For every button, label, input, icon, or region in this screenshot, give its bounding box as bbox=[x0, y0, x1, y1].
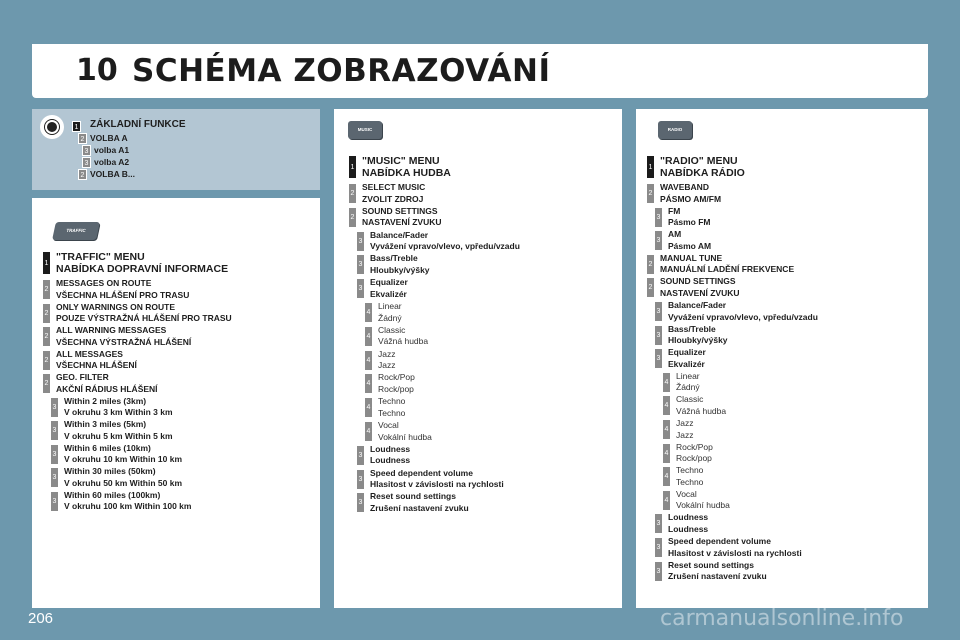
label-line: Within 2 miles (3km) bbox=[64, 395, 147, 406]
level-number: 4 bbox=[366, 380, 371, 388]
label-line: Speed dependent volume bbox=[668, 536, 771, 546]
label-line: SOUND SETTINGS bbox=[362, 205, 438, 216]
level-badge bbox=[662, 395, 671, 416]
label-line: V okruhu 5 km Within 5 km bbox=[64, 430, 173, 441]
level-number: 3 bbox=[358, 237, 363, 245]
tree-label bbox=[676, 489, 730, 512]
label-line: Vyvážení vpravo/vlevo, vpředu/vzadu bbox=[668, 311, 818, 322]
label-line: AKČNÍ RÁDIUS HLÁŠENÍ bbox=[56, 383, 158, 394]
tree-label: VOLBA B... bbox=[90, 169, 136, 179]
level-badge bbox=[356, 254, 365, 275]
tree-label bbox=[668, 536, 802, 559]
label-line: Equalizer bbox=[370, 277, 408, 288]
tree-label bbox=[378, 301, 402, 324]
label-line: ONLY WARNINGS ON ROUTE bbox=[56, 301, 176, 312]
level-badge bbox=[42, 303, 51, 324]
level-badge bbox=[654, 561, 663, 582]
panel-traffic-menu bbox=[32, 198, 320, 608]
label-line: FM bbox=[668, 205, 681, 216]
tree-label bbox=[668, 206, 711, 229]
level-number: 3 bbox=[656, 213, 661, 221]
level-number: 4 bbox=[664, 449, 669, 457]
level-number: 3 bbox=[358, 451, 363, 459]
label-line: VŠECHNA VÝSTRAŽNÁ HLÁŠENÍ bbox=[56, 336, 192, 347]
label-line: Rock/pop bbox=[676, 453, 712, 464]
label-line: Pásmo AM bbox=[668, 240, 712, 251]
level-number: 3 bbox=[358, 499, 363, 507]
tree-label bbox=[676, 418, 693, 441]
level-number: 4 bbox=[664, 473, 669, 481]
label-line: ZVOLIT ZDROJ bbox=[362, 193, 424, 204]
label-line: Rock/Pop bbox=[676, 441, 713, 452]
label-line: Balance/Fader bbox=[370, 229, 429, 240]
label-line: V okruhu 100 km Within 100 km bbox=[64, 501, 192, 511]
level-badge bbox=[348, 207, 357, 228]
label-line: GEO. FILTER bbox=[56, 372, 109, 382]
page-number: 206 bbox=[28, 610, 54, 627]
level-number: 3 bbox=[52, 474, 57, 481]
level-badge bbox=[662, 419, 671, 440]
level-badge bbox=[646, 277, 655, 298]
tree-label bbox=[64, 396, 173, 419]
label-line: Within 6 miles (10km) bbox=[64, 442, 151, 453]
level-number: 2 bbox=[648, 260, 653, 268]
level-badge bbox=[356, 492, 365, 513]
level-number: 1 bbox=[350, 164, 355, 171]
level-badge bbox=[662, 372, 671, 393]
radio-button-icon: RADIO bbox=[658, 121, 692, 139]
level-number: 3 bbox=[358, 285, 363, 293]
level-badge bbox=[662, 490, 671, 511]
label-line: Equalizer bbox=[668, 347, 706, 358]
panel-radio-menu bbox=[636, 109, 928, 608]
tree-label bbox=[378, 396, 405, 419]
label-line: Hlasitost v závislosti na rychlosti bbox=[370, 479, 504, 490]
label-line: Rock/pop bbox=[378, 383, 414, 394]
tree-label bbox=[370, 468, 504, 491]
label-line: Hlasitost v závislosti na rychlosti bbox=[668, 547, 802, 558]
label-line: Linear bbox=[378, 301, 402, 311]
label-line: Žádný bbox=[676, 382, 700, 393]
label-line: MANUÁLNÍ LADĚNÍ FREKVENCE bbox=[660, 264, 795, 275]
tree-label bbox=[378, 372, 415, 395]
level-number: 4 bbox=[366, 404, 371, 412]
level-number: 2 bbox=[44, 356, 49, 364]
chapter-number: 10 bbox=[76, 53, 118, 88]
level-badge bbox=[654, 230, 663, 251]
label-line: "RADIO" MENU bbox=[660, 155, 738, 167]
level-badge bbox=[364, 302, 373, 323]
level-badge bbox=[364, 350, 373, 371]
level-number: 2 bbox=[350, 190, 355, 197]
level-number: 4 bbox=[366, 428, 371, 435]
tree-label bbox=[64, 419, 173, 442]
level-badge bbox=[356, 469, 365, 490]
label-line: NASTAVENÍ ZVUKU bbox=[660, 287, 740, 298]
label-line: MANUAL TUNE bbox=[660, 252, 723, 263]
label-line: Loudness bbox=[370, 455, 411, 466]
tree-label bbox=[378, 325, 428, 348]
level-badge bbox=[78, 169, 87, 180]
label-line: SOUND SETTINGS bbox=[660, 276, 736, 287]
label-line: Vocal bbox=[676, 488, 697, 499]
settings-sun-icon bbox=[40, 115, 64, 139]
tree-label bbox=[370, 491, 469, 514]
level-badge bbox=[50, 491, 59, 512]
level-number: 3 bbox=[84, 148, 89, 155]
label-line: VŠECHNA HLÁŠENÍ PRO TRASU bbox=[56, 289, 190, 300]
label-line: Balance/Fader bbox=[668, 300, 727, 310]
label-line: Reset sound settings bbox=[668, 559, 754, 570]
level-number: 2 bbox=[44, 380, 49, 387]
level-badge bbox=[50, 420, 59, 441]
level-badge bbox=[50, 444, 59, 465]
level-number: 3 bbox=[656, 355, 661, 363]
tree-label bbox=[370, 253, 430, 276]
label-line: ALL WARNING MESSAGES bbox=[56, 325, 167, 335]
label-line: Techno bbox=[378, 396, 406, 407]
tree-label bbox=[362, 206, 442, 229]
level-number: 2 bbox=[350, 213, 355, 221]
level-badge bbox=[356, 278, 365, 299]
label-line: Žádný bbox=[378, 312, 402, 323]
tree-label: ZÁKLADNÍ FUNKCE bbox=[90, 119, 186, 130]
label-line: Within 60 miles (100km) bbox=[64, 489, 161, 500]
level-badge bbox=[78, 133, 87, 144]
level-number: 3 bbox=[84, 160, 89, 167]
header-bar bbox=[32, 44, 928, 98]
label-line: Loudness bbox=[668, 523, 709, 534]
level-number: 2 bbox=[44, 333, 49, 340]
tree-label bbox=[56, 302, 232, 325]
level-number: 4 bbox=[664, 402, 669, 410]
level-badge bbox=[654, 301, 663, 322]
label-line: Classic bbox=[676, 394, 704, 405]
level-number: 4 bbox=[664, 496, 669, 504]
label-line: Jazz bbox=[378, 360, 396, 371]
tree-label bbox=[64, 466, 182, 489]
label-line: V okruhu 10 km Within 10 km bbox=[64, 454, 183, 464]
label-line: Pásmo FM bbox=[668, 217, 711, 228]
label-line: Speed dependent volume bbox=[370, 467, 473, 478]
tree-label bbox=[676, 371, 700, 394]
tree-label bbox=[64, 443, 182, 466]
level-number: 1 bbox=[44, 260, 49, 267]
level-number: 4 bbox=[664, 426, 669, 433]
level-number: 3 bbox=[52, 403, 57, 411]
level-badge bbox=[42, 373, 51, 394]
label-line: Classic bbox=[378, 324, 406, 335]
level-badge bbox=[356, 231, 365, 252]
traffic-button-icon: TRAFFIC bbox=[52, 222, 100, 240]
level-badge bbox=[646, 155, 655, 179]
level-badge bbox=[654, 348, 663, 369]
label-line: PÁSMO AM/FM bbox=[660, 193, 722, 204]
level-badge bbox=[662, 466, 671, 487]
level-badge bbox=[42, 350, 51, 371]
level-number: 1 bbox=[74, 124, 79, 131]
level-badge bbox=[646, 183, 655, 204]
label-line: NABÍDKA HUDBA bbox=[362, 167, 451, 179]
level-number: 2 bbox=[44, 286, 49, 293]
label-line: "MUSIC" MENU bbox=[362, 155, 440, 167]
level-badge bbox=[364, 421, 373, 442]
label-line: Vokální hudba bbox=[378, 431, 432, 442]
label-line: Jazz bbox=[378, 348, 396, 359]
tree-label bbox=[362, 155, 451, 179]
level-number: 2 bbox=[44, 309, 49, 317]
level-number: 4 bbox=[664, 378, 669, 386]
watermark: carmanualsonline.info bbox=[660, 606, 904, 631]
tree-label bbox=[370, 277, 408, 300]
level-badge bbox=[654, 513, 663, 534]
label-line: V okruhu 3 km Within 3 km bbox=[64, 407, 173, 417]
tree-label bbox=[660, 155, 745, 179]
label-line: Loudness bbox=[668, 512, 709, 523]
level-number: 3 bbox=[656, 308, 661, 315]
label-line: Hloubky/výšky bbox=[370, 264, 430, 275]
tree-label: volba A2 bbox=[94, 157, 130, 167]
level-badge bbox=[72, 121, 81, 132]
label-line: WAVEBAND bbox=[660, 182, 709, 192]
level-badge bbox=[50, 467, 59, 488]
level-number: 2 bbox=[80, 172, 85, 179]
tree-label bbox=[668, 324, 728, 347]
level-badge bbox=[654, 207, 663, 228]
level-number: 2 bbox=[648, 190, 653, 197]
tree-label bbox=[56, 325, 191, 348]
label-line: Hloubky/výšky bbox=[668, 335, 728, 346]
tree-label bbox=[676, 442, 713, 465]
panel-music-menu bbox=[334, 109, 622, 608]
label-line: Vážná hudba bbox=[378, 336, 429, 347]
tree-label bbox=[56, 372, 158, 395]
label-line: NASTAVENÍ ZVUKU bbox=[362, 217, 442, 228]
level-number: 2 bbox=[648, 284, 653, 292]
label-line: Zrušení nastavení zvuku bbox=[370, 502, 469, 513]
label-line: NABÍDKA RÁDIO bbox=[660, 167, 745, 179]
label-line: Techno bbox=[378, 407, 406, 418]
level-badge bbox=[42, 326, 51, 347]
level-badge bbox=[42, 279, 51, 300]
tree-label bbox=[56, 278, 189, 301]
label-line: ALL MESSAGES bbox=[56, 348, 123, 359]
level-number: 3 bbox=[52, 497, 57, 505]
label-line: Bass/Treble bbox=[668, 323, 716, 334]
label-line: Jazz bbox=[676, 418, 694, 428]
tree-label bbox=[668, 300, 818, 323]
level-badge bbox=[654, 537, 663, 558]
level-number: 4 bbox=[366, 356, 371, 364]
label-line: "TRAFFIC" MENU bbox=[56, 251, 145, 263]
label-line: Rock/Pop bbox=[378, 372, 415, 383]
level-number: 3 bbox=[52, 427, 57, 434]
tree-label bbox=[660, 276, 740, 299]
tree-label bbox=[660, 253, 794, 276]
level-number: 3 bbox=[52, 450, 57, 458]
page-title: SCHÉMA ZOBRAZOVÁNÍ bbox=[132, 53, 551, 89]
tree-label: volba A1 bbox=[94, 145, 130, 155]
level-number: 4 bbox=[366, 309, 371, 316]
label-line: Vyvážení vpravo/vlevo, vpředu/vzadu bbox=[370, 241, 520, 252]
panel-basic-functions bbox=[32, 109, 320, 190]
level-badge bbox=[364, 397, 373, 418]
level-number: 3 bbox=[656, 331, 661, 339]
label-line: Reset sound settings bbox=[370, 491, 456, 502]
tree-label bbox=[378, 420, 432, 443]
level-badge bbox=[662, 443, 671, 464]
level-badge bbox=[364, 373, 373, 394]
tree-label bbox=[668, 229, 711, 252]
label-line: SELECT MUSIC bbox=[362, 182, 426, 192]
level-number: 1 bbox=[648, 164, 653, 171]
music-button-icon: MUSIC bbox=[348, 121, 382, 139]
label-line: Techno bbox=[676, 476, 704, 487]
label-line: Bass/Treble bbox=[370, 253, 418, 264]
label-line: NABÍDKA DOPRAVNÍ INFORMACE bbox=[56, 263, 229, 275]
level-number: 3 bbox=[358, 261, 363, 269]
tree-label: VOLBA A bbox=[90, 133, 128, 143]
tree-label bbox=[668, 512, 708, 535]
label-line: Jazz bbox=[676, 429, 694, 440]
level-badge bbox=[348, 183, 357, 204]
tree-label bbox=[64, 490, 191, 513]
tree-label bbox=[370, 444, 410, 467]
level-number: 3 bbox=[656, 237, 661, 245]
tree-label bbox=[660, 182, 721, 205]
label-line: AM bbox=[668, 229, 682, 240]
level-badge bbox=[654, 325, 663, 346]
tree-label bbox=[56, 251, 228, 275]
label-line: V okruhu 50 km Within 50 km bbox=[64, 477, 183, 488]
tree-label bbox=[378, 349, 395, 372]
level-number: 3 bbox=[358, 475, 363, 483]
tree-label bbox=[56, 349, 137, 372]
level-badge bbox=[364, 326, 373, 347]
tree-label bbox=[676, 394, 726, 417]
level-badge bbox=[356, 445, 365, 466]
level-badge bbox=[646, 254, 655, 275]
label-line: Vážná hudba bbox=[676, 405, 727, 416]
label-line: VŠECHNA HLÁŠENÍ bbox=[56, 360, 137, 370]
label-line: Loudness bbox=[370, 443, 411, 454]
label-line: Vokální hudba bbox=[676, 500, 730, 511]
label-line: MESSAGES ON ROUTE bbox=[56, 278, 152, 288]
tree-label bbox=[370, 230, 520, 253]
tree-label bbox=[676, 465, 703, 488]
label-line: Ekvalizér bbox=[668, 358, 705, 369]
level-badge bbox=[348, 155, 357, 179]
tree-label bbox=[668, 560, 767, 583]
label-line: Zrušení nastavení zvuku bbox=[668, 571, 767, 582]
label-line: POUZE VÝSTRAŽNÁ HLÁŠENÍ PRO TRASU bbox=[56, 313, 232, 323]
tree-label bbox=[668, 347, 706, 370]
level-number: 3 bbox=[656, 544, 661, 551]
label-line: Within 3 miles (5km) bbox=[64, 419, 147, 429]
level-number: 4 bbox=[366, 332, 371, 340]
label-line: Vocal bbox=[378, 420, 399, 430]
label-line: Techno bbox=[676, 465, 704, 476]
level-badge bbox=[42, 251, 51, 275]
label-line: Within 30 miles (50km) bbox=[64, 466, 156, 476]
level-number: 2 bbox=[80, 136, 85, 143]
label-line: Ekvalizér bbox=[370, 288, 407, 299]
level-number: 3 bbox=[656, 520, 661, 528]
level-badge bbox=[82, 157, 91, 168]
label-line: Linear bbox=[676, 370, 700, 381]
tree-label bbox=[362, 182, 425, 205]
level-badge bbox=[50, 397, 59, 418]
level-number: 3 bbox=[656, 567, 661, 575]
level-badge bbox=[82, 145, 91, 156]
